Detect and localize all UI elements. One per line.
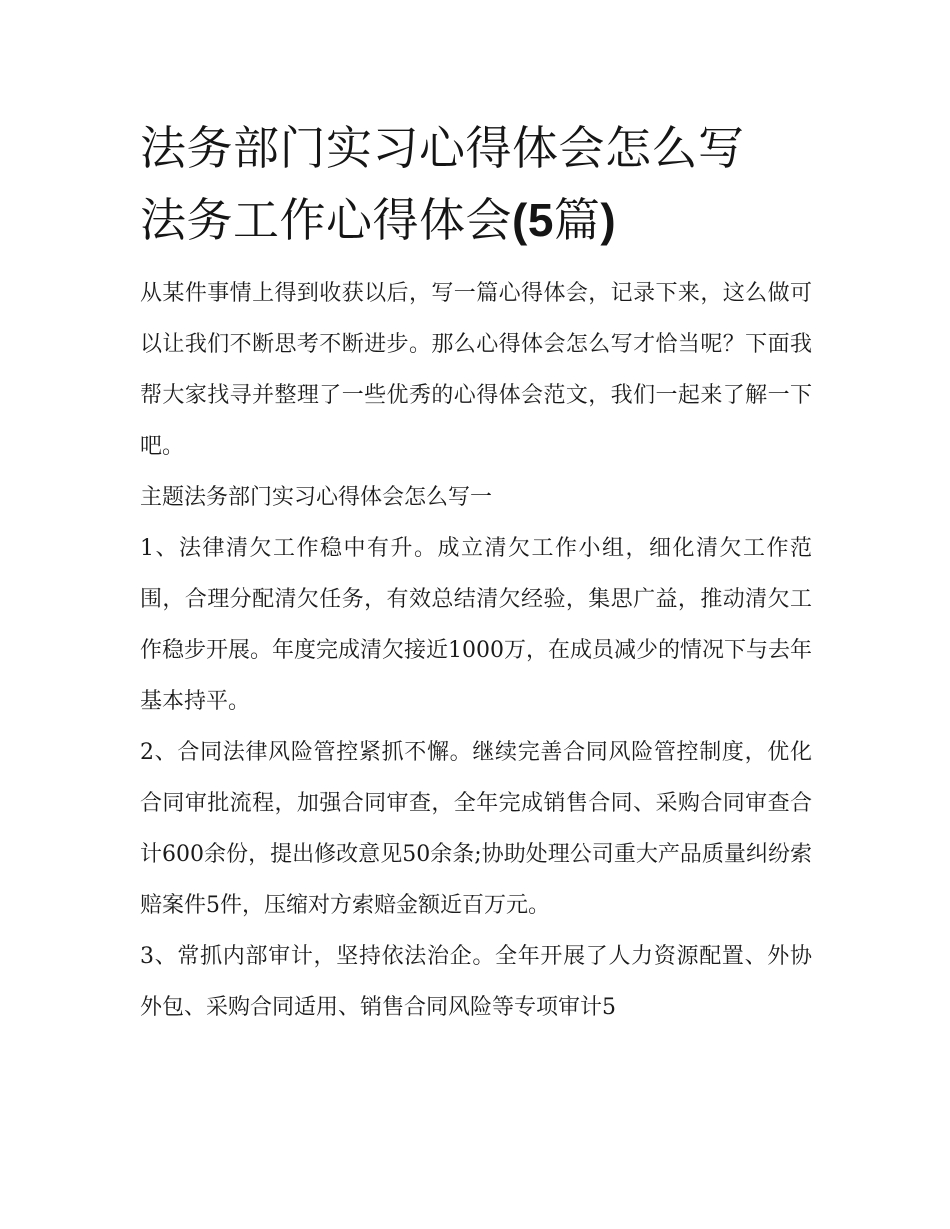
title-line-2-latin: (5 — [512, 194, 554, 246]
title-line-1: 法务部门实习心得体会怎么写 — [140, 121, 745, 175]
section-heading: 主题法务部门实习心得体会怎么写一 — [140, 485, 493, 510]
title-line-2-end: ) — [600, 194, 617, 246]
list-item-1: 1、法律清欠工作稳中有升。成立清欠工作小组，细化清欠工作范围，合理分配清欠任务，有效总结清欠经验，集思广益，推动清欠工作稳步开展。年度完成清欠接近1000万，在成员减少的情况下与去年基本持平。 — [140, 536, 812, 714]
list-item-3: 3、常抓内部审计，坚持依法治企。全年开展了人力资源配置、外协外包、采购合同适用、销售合同风险等专项审计5 — [140, 944, 812, 1020]
list-item-2: 2、合同法律风险管控紧抓不懈。继续完善合同风险管控制度，优化合同审批流程，加强合同审查，全年完成销售合同、采购合同审查合计600余份，提出修改意见50余条;协助处理公司重大产品质量纠纷索赔案件5件，压缩对方索赔金额近百万元。 — [140, 740, 812, 918]
intro-paragraph: 从某件事情上得到收获以后，写一篇心得体会，记录下来，这么做可以让我们不断思考不断进步。那么心得体会怎么写才恰当呢？下面我帮大家找寻并整理了一些优秀的心得体会范文，我们一起来了解一下吧。 — [140, 281, 812, 459]
document-title — [140, 112, 812, 256]
document-content — [140, 112, 812, 1033]
title-line-2-cjk: 篇 — [553, 193, 601, 247]
title-line-2-prefix: 法务工作心得体会 — [140, 193, 512, 247]
